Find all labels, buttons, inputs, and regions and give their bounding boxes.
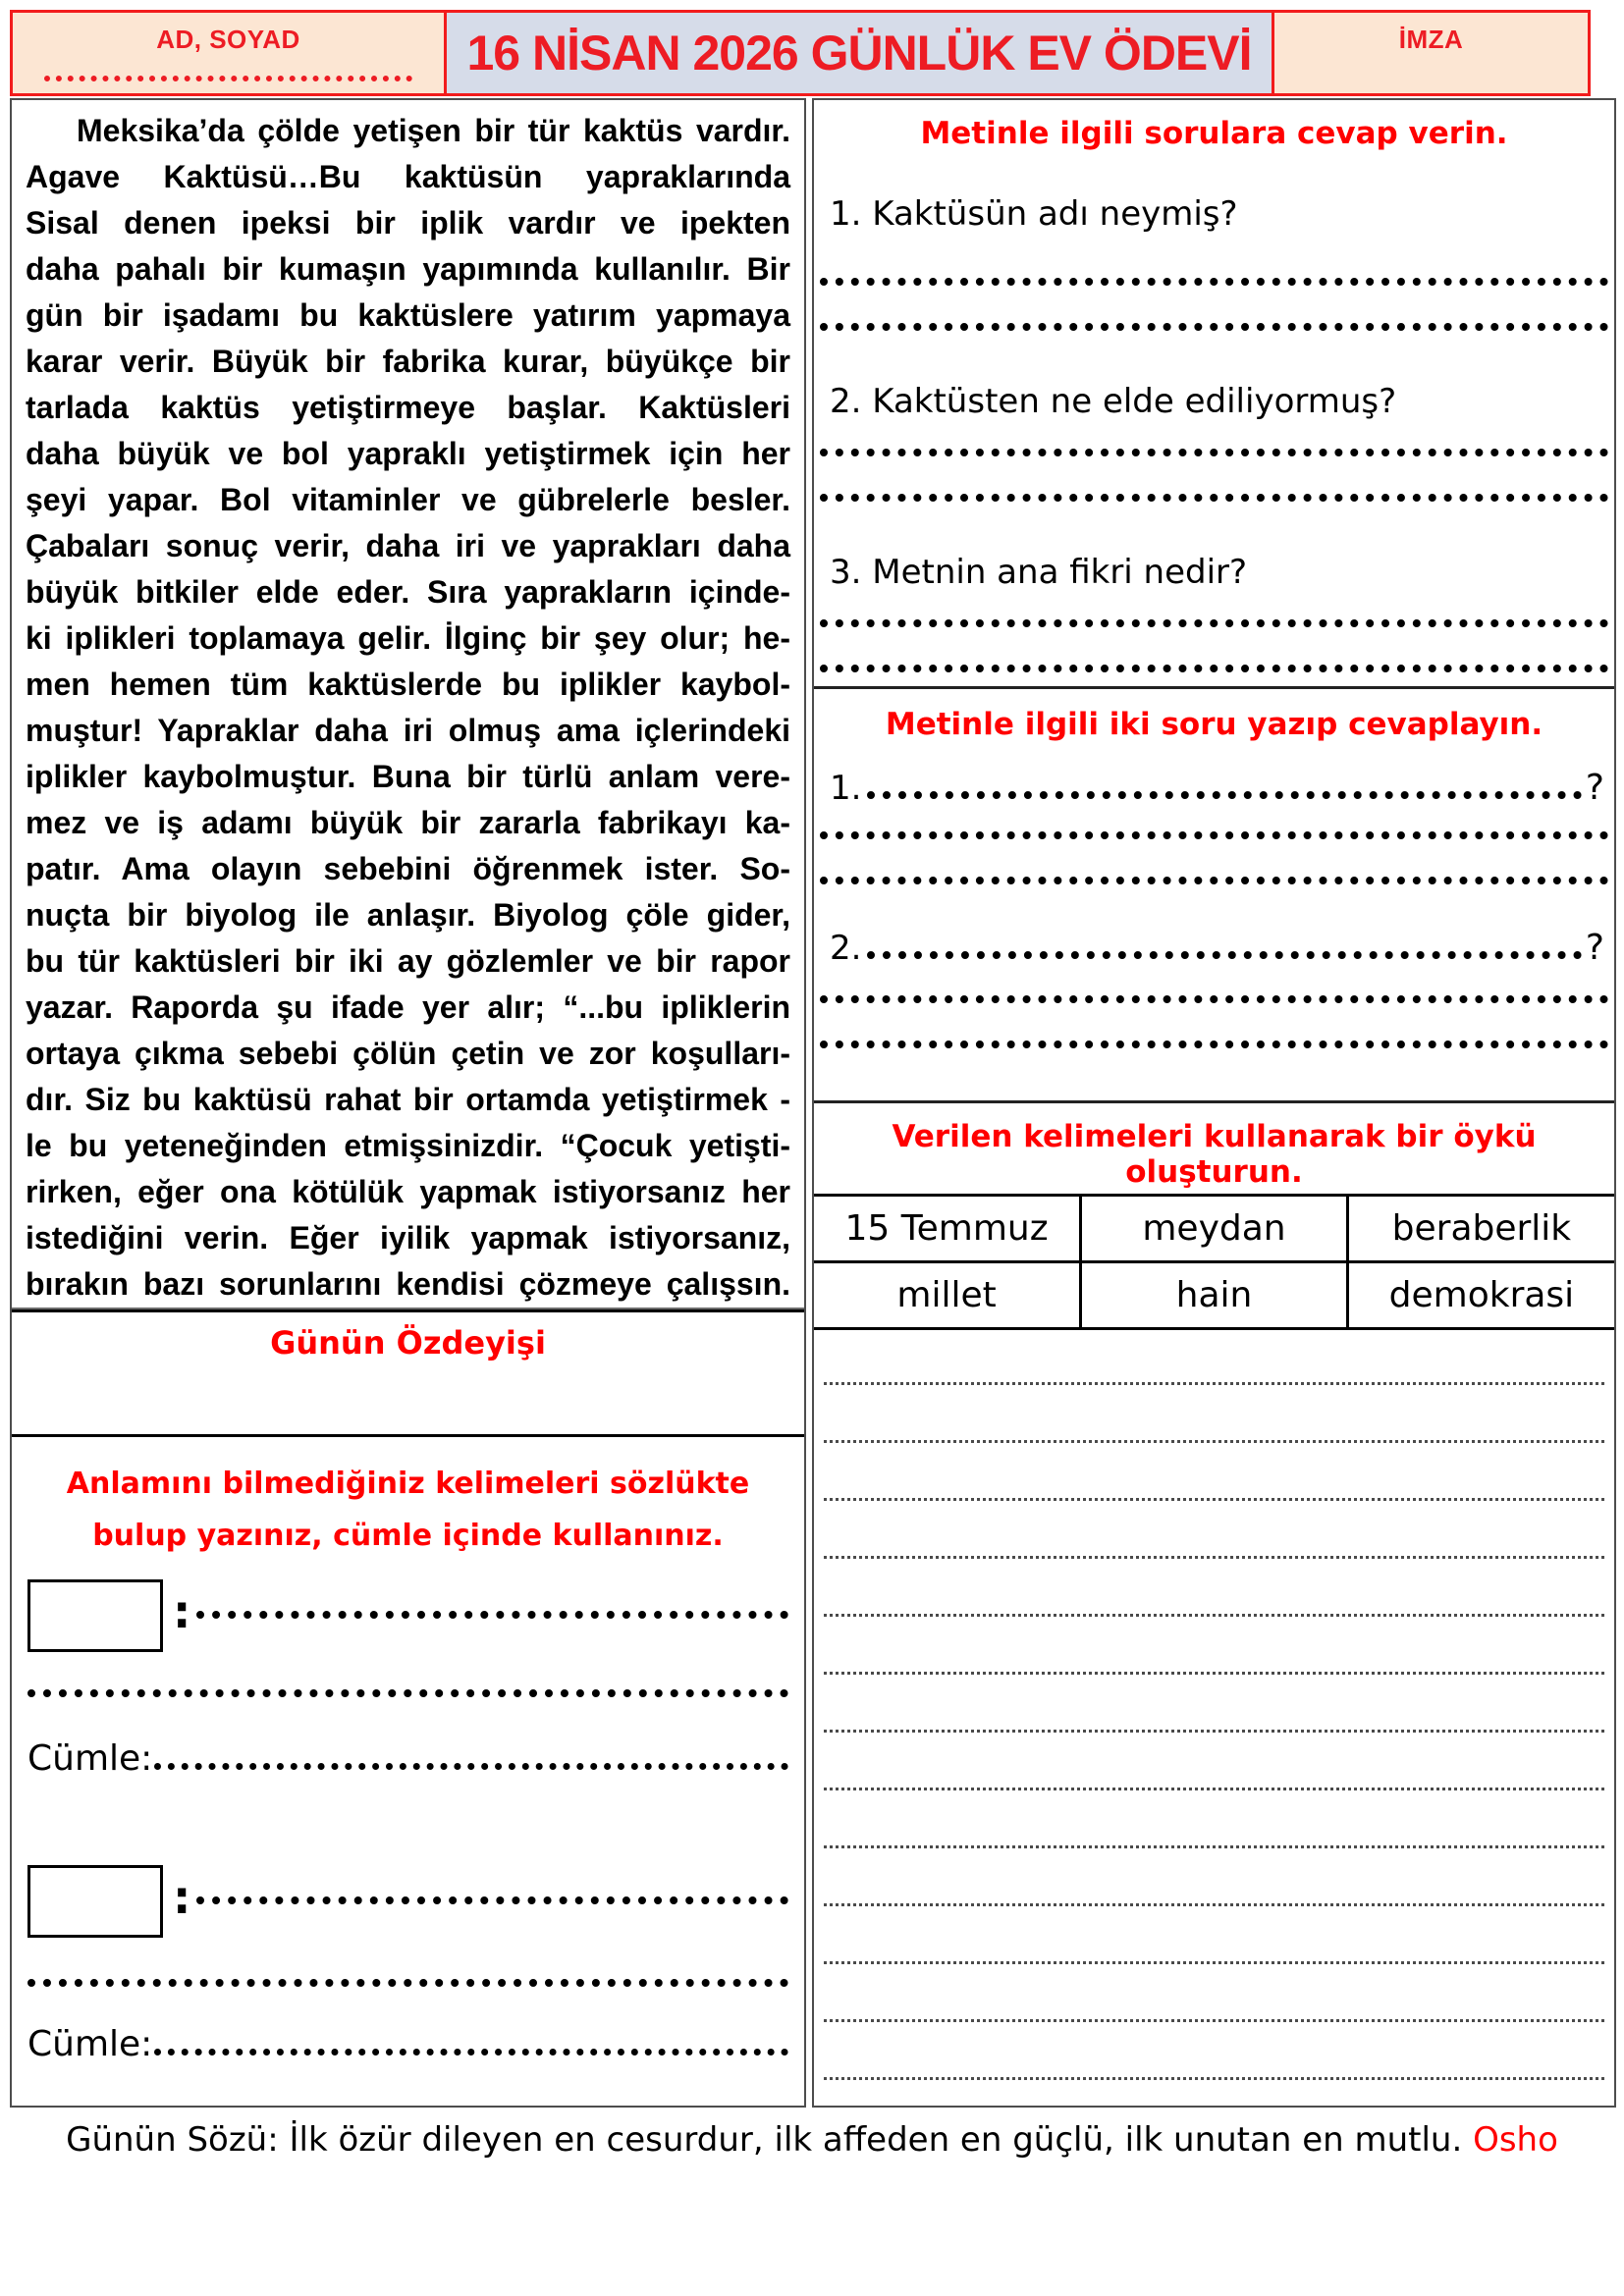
footer-prefix: Günün Sözü: [66,2120,279,2160]
passage-line: muştur! Yapraklar daha iri olmuş ama içlerindeki [26,713,790,748]
title-box [444,10,1274,96]
passage-line: Meksika’da çölde yetişen bir tür kaktüs vardır. [77,113,790,148]
passage-line: iplikler kaybolmuştur. Buna bir türlü anlam vere- [26,759,790,794]
name-input-line[interactable] [44,76,412,81]
colon-separator: : [173,1585,191,1638]
question-1: 1. Kaktüsün adı neymiş? [830,194,1238,234]
sentence-row-1 [27,1738,788,1779]
word-table [814,1194,1614,1330]
question-2: 2. Kaktüsten ne elde ediliyormuş? [830,382,1397,421]
passage-line: gün bir işadamı bu kaktüslere yatırım yapmaya [26,297,790,333]
passage-line: şeyi yapar. Bol vitaminler ve gübrelerle besler. [26,482,790,517]
passage-line: patır. Ama olayın sebebini öğrenmek ister. So- [26,851,790,886]
section-divider [814,686,1614,689]
passage-line: büyük bitkiler elde eder. Sıra yaprakların içinde- [26,574,790,610]
footer-author: Osho [1473,2120,1558,2160]
answer-line[interactable] [820,877,1608,884]
vocab-word-box-2[interactable] [27,1865,163,1938]
answer-line[interactable] [820,619,1608,627]
passage-line: bırakın bazı sorunlarını kendisi çözmeye çalışsın. [26,1266,790,1302]
footer-text: İlk özür dileyen en cesurdur, ilk affeden en güçlü, ilk unutan en mutlu. [289,2120,1463,2160]
vocab-word-box-1[interactable] [27,1579,163,1652]
word-cell: beraberlik [1347,1196,1614,1262]
passage-line: ki iplikleri toplamaya gelir. İlginç bir şey olur; he- [26,620,790,656]
sentence-write-line[interactable] [154,1763,788,1770]
word-cell: meydan [1081,1196,1348,1262]
vocabulary-section [12,1459,804,2064]
signature-box[interactable] [1272,10,1591,96]
passage-line: karar verir. Büyük bir fabrika kurar, büyükçe bir [26,344,790,379]
word-cell: millet [814,1262,1081,1329]
section1-heading: Metinle ilgili sorulara cevap verin. [920,116,1508,151]
reading-passage [12,100,804,1309]
story-writing-line[interactable] [824,2022,1604,2080]
answer-line[interactable] [820,831,1608,839]
passage-line: le bu yeteneğinden etmişsinizdir. “Çocuk yetişti- [26,1128,790,1163]
story-writing-line[interactable] [824,1559,1604,1617]
passage-line: bu tür kaktüsleri bir iki ay gözlemler ve bir rapor [26,943,790,979]
story-writing-area [814,1330,1614,2080]
header [10,10,1594,96]
story-writing-line[interactable] [824,1675,1604,1733]
left-column [10,98,806,2108]
passage-line: daha büyük ve bol yapraklı yetiştirmek için her [26,436,790,471]
story-writing-line[interactable] [824,1330,1604,1385]
question-write-line[interactable] [867,951,1581,959]
page-title: 16 NİSAN 2026 GÜNLÜK EV ÖDEVİ [466,26,1252,80]
vocab-entry-1 [27,1579,788,1652]
vocab-meaning-line[interactable] [196,1865,788,1904]
answer-line[interactable] [820,323,1608,331]
sentence-label: Cümle: [27,1738,153,1779]
quote-of-day-title: Günün Özdeyişi [270,1324,546,1362]
vocab-meaning-line[interactable] [196,1579,788,1619]
question-write-line[interactable] [867,791,1581,799]
vocab-entry-2 [27,1865,788,1938]
passage-line: men hemen tüm kaktüslerde bu iplikler kaybol- [26,667,790,702]
word-cell: demokrasi [1347,1262,1614,1329]
sentence-write-line[interactable] [154,2049,788,2056]
signature-label: İMZA [1398,25,1464,54]
passage-line: Çabaları sonuç verir, daha iri ve yaprakları daha [26,528,790,563]
question-number: 1. [830,769,862,808]
story-writing-line[interactable] [824,1617,1604,1675]
vocab-instruction: Anlamını bilmediğiniz kelimeleri sözlükte bulup yazınız, cümle içinde kullanınız. [66,1467,750,1553]
answer-line[interactable] [820,665,1608,672]
passage-line: Sisal denen ipeksi bir iplik vardır ve ipekten [26,205,790,240]
colon-separator: : [173,1871,191,1924]
section-answer-questions [814,116,1614,689]
story-writing-line[interactable] [824,1964,1604,2022]
write-question-row-1 [814,768,1614,808]
question-number: 2. [830,929,862,968]
write-question-row-2 [814,928,1614,968]
story-writing-line[interactable] [824,1733,1604,1790]
passage-line: rirken, eğer ona kötülük yapmak istiyorsanız her [26,1174,790,1209]
vocab-meaning-line[interactable] [27,1979,788,1987]
story-writing-line[interactable] [824,1385,1604,1443]
question-3: 3. Metnin ana fikri nedir? [830,553,1248,592]
name-box [10,10,447,96]
footer-quote [0,2120,1624,2160]
passage-line: ortaya çıkma sebebi çölün çetin ve zor koşulları- [26,1036,790,1071]
passage-line: tarlada kaktüs yetiştirmeye başlar. Kaktüsleri [26,390,790,425]
name-label: AD, SOYAD [156,25,300,54]
passage-line: mez ve iş adamı büyük bir zararla fabrikayı ka- [26,805,790,840]
table-row [814,1262,1614,1329]
story-writing-line[interactable] [824,1906,1604,1964]
passage-line: yazar. Raporda şu ifade yer alır; “...bu ipliklerin [26,989,790,1025]
section2-heading: Metinle ilgili iki soru yazıp cevaplayın. [885,707,1543,742]
passage-line: daha pahalı bir kumaşın yapımında kullanılır. Bir [26,251,790,287]
right-column [812,98,1616,2108]
passage-line: Agave Kaktüsü…Bu kaktüsün yapraklarında [26,159,790,194]
answer-line[interactable] [820,995,1608,1003]
answer-line[interactable] [820,1041,1608,1048]
answer-line[interactable] [820,494,1608,502]
table-row [814,1196,1614,1262]
question-mark: ? [1585,768,1604,808]
story-writing-line[interactable] [824,1443,1604,1501]
sentence-row-2 [27,2024,788,2064]
section-divider [814,1100,1614,1103]
word-cell: 15 Temmuz [814,1196,1081,1262]
story-writing-line[interactable] [824,1501,1604,1559]
word-cell: hain [1081,1262,1348,1329]
section3-heading: Verilen kelimeleri kullanarak bir öykü oluşturun. [892,1119,1537,1190]
sentence-label: Cümle: [27,2024,153,2064]
passage-line: dır. Siz bu kaktüsü rahat bir ortamda yetiştirmek - [26,1082,790,1117]
passage-line: nuçta bir biyolog ile anlaşır. Biyolog çöle gider, [26,897,790,933]
question-mark: ? [1585,928,1604,968]
passage-line: istediğini verin. Eğer iyilik yapmak istiyorsanız, [26,1220,790,1255]
story-writing-line[interactable] [824,1790,1604,1848]
vocab-meaning-line[interactable] [27,1689,788,1697]
section-story [814,1119,1614,2080]
section-write-questions [814,707,1614,1103]
quote-of-day-box[interactable] [12,1309,804,1437]
answer-line[interactable] [820,449,1608,456]
story-writing-line[interactable] [824,1848,1604,1906]
answer-line[interactable] [820,278,1608,286]
